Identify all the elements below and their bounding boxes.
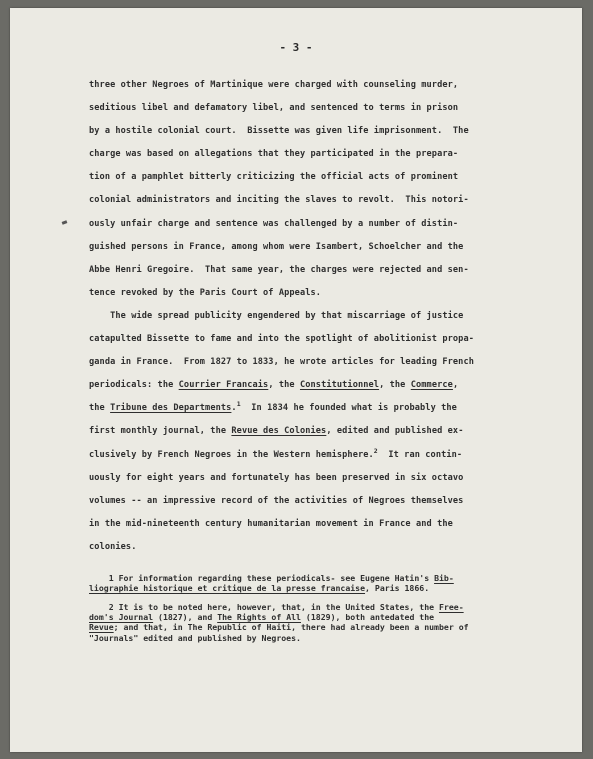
text-line: guished persons in France, among whom were Isambert, Schoelcher and the [89,241,464,252]
footnote-line: "Journals" edited and published by Negroes. [89,632,301,643]
footnote-line [89,583,529,593]
periodical-title: Constitutionnel [299,380,380,391]
text-line: volumes -- an impressive record of the activities of Negroes themselves [89,495,464,506]
text-line: catapulted Bissette to fame and into the spotlight of abolitionist propa- [89,334,474,345]
periodical-title: Free- [438,602,464,612]
pencil-mark [62,220,68,225]
text-run: the [89,403,111,414]
text-run: , [452,380,459,391]
text-line: three other Negroes of Martinique were charged with counseling murder, [89,80,459,90]
text-run: It ran contin- [377,449,463,460]
text-line: ously unfair charge and sentence was challenged by a number of distin- [89,218,459,229]
footnote-ref: 1 [236,400,241,409]
text-run: 2 It is to be noted here, however, that, in the United States, the [89,602,439,612]
page-number: - 3 - [279,41,313,54]
text-run: ; and that, in The Republic of Haiti, there had already been a number of [113,622,469,633]
text-line: colonial administrators and inciting the slaves to revolt. This notori- [89,195,469,206]
text-run: , Paris 1866. [365,583,430,594]
periodical-title: The Rights of All [217,612,301,623]
text-run: , edited and published ex- [326,426,464,437]
text-run: clusively by French Negroes in the Western hemisphere. [89,449,374,460]
text-line: colonies. [89,541,137,552]
text-run: periodicals: the [89,380,179,391]
text-line: tence revoked by the Paris Court of Appeals. [89,287,322,298]
text-line [89,374,509,397]
text-line: Abbe Henri Gregoire. That same year, the charges were rejected and sen- [89,264,469,275]
footnote-ref: 2 [373,446,378,455]
footnote-1 [89,573,529,593]
text-run: In 1834 he founded what is probably the [240,403,457,414]
text-line: tion of a pamphlet bitterly criticizing the official acts of prominent [89,172,459,183]
text-line: in the mid-nineteenth century humanitarian movement in France and the [89,518,453,529]
periodical-title: Commerce [410,380,453,391]
text-run: (1827), and [153,612,218,623]
text-run: , the [379,380,411,391]
text-run: (1829), both antedated the [301,612,435,623]
text-line: by a hostile colonial court. Bissette was given life imprisonment. The [89,126,469,137]
text-line: charge was based on allegations that they participated in the prepara- [89,149,459,160]
book-title: Bib- [434,573,454,583]
text-run: first monthly journal, the [89,426,232,437]
text-line [89,397,509,420]
text-line: The wide spread publicity engendered by that miscarriage of justice [89,310,464,321]
footnote-line [89,622,529,632]
footnote-2 [89,602,529,643]
text-run: 1 For information regarding these periodicals- see Eugene Hatin's [89,573,435,583]
document-page [10,8,582,752]
text-line: ganda in France. From 1827 to 1833, he wrote articles for leading French [89,357,474,368]
text-line [89,420,509,443]
footnote-line [89,602,529,612]
periodical-title: Revue [89,622,114,633]
footnote-line [89,612,529,622]
periodical-title: Courrier Francais [178,380,269,391]
periodical-title: Revue des Colonies [231,426,327,437]
footnote-line [89,573,529,583]
periodical-title: dom's Journal [89,612,154,623]
body-text [89,74,509,559]
periodical-title: Tribune des Departments [110,403,232,414]
text-run: , the [268,380,300,391]
text-run: . [231,403,237,414]
text-line: seditious libel and defamatory libel, and sentenced to terms in prison [89,103,459,114]
text-line [89,444,509,467]
text-line: uously for eight years and fortunately has been preserved in six octavo [89,472,464,483]
book-title: liographie historique et critique de la presse francaise [89,583,366,594]
